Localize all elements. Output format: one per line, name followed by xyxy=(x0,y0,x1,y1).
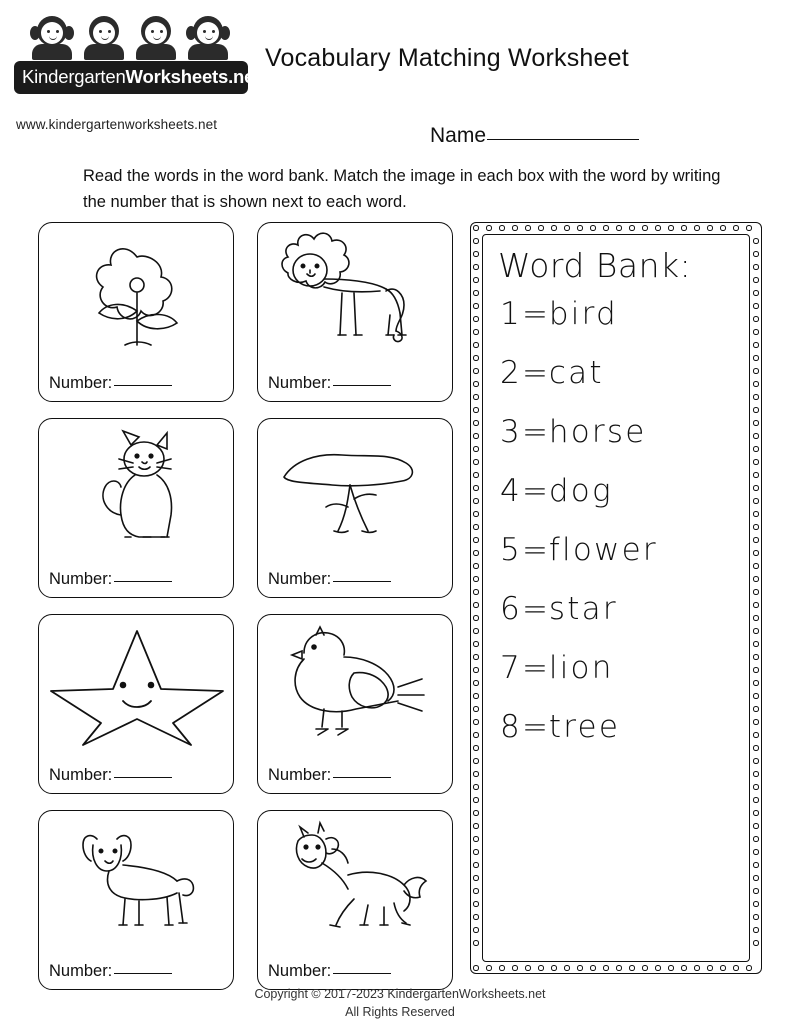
logo-wordmark xyxy=(14,61,261,94)
picture-box-tree[interactable] xyxy=(257,418,453,598)
bird-drawing-icon xyxy=(258,619,454,749)
number-label: Number: xyxy=(268,570,332,588)
site-logo[interactable] xyxy=(14,14,264,94)
list-item xyxy=(500,532,742,568)
word-number: 3 xyxy=(500,414,522,450)
word-text: horse xyxy=(548,414,647,450)
word-bank-title: Word Bank: xyxy=(498,246,692,285)
word-text: tree xyxy=(548,709,621,745)
equals-sign: = xyxy=(521,650,549,686)
answer-blank[interactable] xyxy=(333,776,391,778)
number-answer-line[interactable] xyxy=(268,570,391,589)
word-bank-content xyxy=(494,240,742,960)
equals-sign: = xyxy=(521,296,549,332)
logo-text-tld: .net xyxy=(228,66,261,87)
number-label: Number: xyxy=(49,766,113,784)
picture-box-dog[interactable] xyxy=(38,810,234,990)
kid-figure-icon xyxy=(186,14,232,60)
answer-blank[interactable] xyxy=(333,384,391,386)
flower-drawing-icon xyxy=(39,227,235,357)
word-text: bird xyxy=(548,296,618,332)
word-number: 4 xyxy=(500,473,522,509)
word-bank-panel xyxy=(470,222,762,974)
kids-illustration-icon xyxy=(30,14,260,60)
page-footer xyxy=(0,985,800,1021)
number-answer-line[interactable] xyxy=(268,374,391,393)
number-label: Number: xyxy=(49,374,113,392)
lion-drawing-icon xyxy=(258,227,454,357)
answer-blank[interactable] xyxy=(333,580,391,582)
list-item xyxy=(500,355,742,391)
logo-text-kindergarten: Kindergarten xyxy=(22,66,126,87)
tree-drawing-icon xyxy=(258,423,454,553)
name-write-line[interactable] xyxy=(487,138,639,140)
word-text: star xyxy=(548,591,618,627)
copyright-text: Copyright © 2017-2023 KindergartenWorksheets.net xyxy=(254,987,546,1001)
equals-sign: = xyxy=(521,355,549,391)
list-item xyxy=(500,296,742,332)
answer-blank[interactable] xyxy=(114,972,172,974)
kid-figure-icon xyxy=(30,14,76,60)
number-answer-line[interactable] xyxy=(49,962,172,981)
number-label: Number: xyxy=(268,766,332,784)
word-number: 6 xyxy=(500,591,522,627)
number-answer-line[interactable] xyxy=(49,570,172,589)
horse-drawing-icon xyxy=(258,815,454,945)
equals-sign: = xyxy=(521,709,549,745)
number-answer-line[interactable] xyxy=(49,766,172,785)
word-number: 2 xyxy=(500,355,522,391)
equals-sign: = xyxy=(521,591,549,627)
worksheet-header xyxy=(0,0,800,211)
picture-box-bird[interactable] xyxy=(257,614,453,794)
site-url: www.kindergartenworksheets.net xyxy=(16,117,218,132)
name-field[interactable] xyxy=(430,124,639,148)
list-item xyxy=(500,650,742,686)
list-item xyxy=(500,709,742,745)
list-item xyxy=(500,591,742,627)
list-item xyxy=(500,473,742,509)
word-text: cat xyxy=(548,355,604,391)
word-number: 8 xyxy=(500,709,522,745)
instructions-text: Read the words in the word bank. Match the image in each box with the word by writing the number that is shown next to each word. xyxy=(83,167,721,211)
logo-text-worksheets: Worksheets xyxy=(125,66,229,87)
number-label: Number: xyxy=(49,570,113,588)
word-number: 1 xyxy=(500,296,522,332)
kid-figure-icon xyxy=(82,14,128,60)
name-label: Name xyxy=(430,124,487,147)
word-bank-list xyxy=(494,296,742,745)
dog-drawing-icon xyxy=(39,815,235,945)
equals-sign: = xyxy=(521,414,549,450)
answer-blank[interactable] xyxy=(114,580,172,582)
picture-box-flower[interactable] xyxy=(38,222,234,402)
answer-blank[interactable] xyxy=(114,384,172,386)
worksheet-body xyxy=(0,222,800,982)
word-text: lion xyxy=(548,650,614,686)
word-number: 7 xyxy=(500,650,522,686)
equals-sign: = xyxy=(521,473,549,509)
number-label: Number: xyxy=(268,962,332,980)
picture-box-cat[interactable] xyxy=(38,418,234,598)
word-text: dog xyxy=(548,473,613,509)
list-item xyxy=(500,414,742,450)
cat-drawing-icon xyxy=(39,423,235,553)
equals-sign: = xyxy=(521,532,549,568)
picture-box-horse[interactable] xyxy=(257,810,453,990)
answer-blank[interactable] xyxy=(114,776,172,778)
word-number: 5 xyxy=(500,532,522,568)
star-drawing-icon xyxy=(39,619,235,749)
number-label: Number: xyxy=(49,962,113,980)
number-answer-line[interactable] xyxy=(268,962,391,981)
number-answer-line[interactable] xyxy=(49,374,172,393)
page-title: Vocabulary Matching Worksheet xyxy=(265,44,629,72)
picture-box-star[interactable] xyxy=(38,614,234,794)
picture-box-lion[interactable] xyxy=(257,222,453,402)
rights-text: All Rights Reserved xyxy=(345,1005,455,1019)
number-answer-line[interactable] xyxy=(268,766,391,785)
word-text: flower xyxy=(548,532,658,568)
answer-blank[interactable] xyxy=(333,972,391,974)
kid-figure-icon xyxy=(134,14,180,60)
number-label: Number: xyxy=(268,374,332,392)
